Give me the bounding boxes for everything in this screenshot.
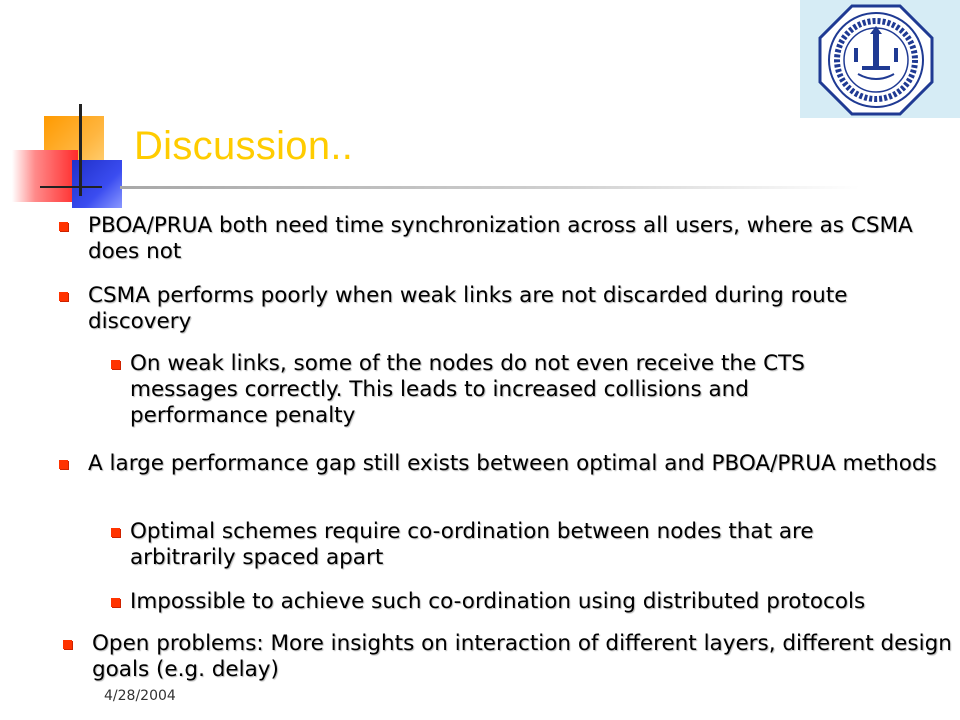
- square-bullet-icon: [59, 460, 68, 469]
- sub-bullet-text: Impossible to achieve such co-ordination using distributed protocols: [130, 589, 866, 614]
- sub-bullet-item: [130, 589, 950, 615]
- bullet-item: [88, 283, 938, 335]
- sub-bullet-text: On weak links, some of the nodes do not even receive the CTS messages correctly. This leads to increased collisions and performance penalty: [130, 351, 805, 428]
- bullet-text: A large performance gap still exists between optimal and PBOA/PRUA methods: [88, 451, 937, 476]
- decor-horizontal-line: [40, 186, 102, 188]
- sub-bullet-item: [130, 519, 890, 571]
- bullet-text: CSMA performs poorly when weak links are not discarded during route discovery: [88, 283, 848, 334]
- square-bullet-icon: [111, 360, 120, 369]
- footer-date: 4/28/2004: [104, 688, 176, 704]
- square-bullet-icon: [59, 292, 68, 301]
- sub-bullet-item: [130, 351, 850, 429]
- university-seal-icon: [818, 4, 934, 116]
- bullet-item: [88, 451, 938, 477]
- decor-red-square: [12, 150, 78, 202]
- bullet-item: [92, 631, 952, 683]
- square-bullet-icon: [111, 598, 120, 607]
- square-bullet-icon: [111, 528, 120, 537]
- decor-vertical-line: [79, 104, 82, 196]
- bullet-item: [88, 213, 938, 265]
- slide-title: Discussion..: [134, 124, 354, 168]
- square-bullet-icon: [59, 222, 68, 231]
- square-bullet-icon: [63, 640, 72, 649]
- bullet-text: Open problems: More insights on interaction of different layers, different design goals (e.g. delay): [92, 631, 952, 682]
- title-underline: [120, 186, 860, 189]
- bullet-text: PBOA/PRUA both need time synchronization across all users, where as CSMA does not: [88, 213, 913, 264]
- sub-bullet-text: Optimal schemes require co-ordination between nodes that are arbitrarily spaced apart: [130, 519, 814, 570]
